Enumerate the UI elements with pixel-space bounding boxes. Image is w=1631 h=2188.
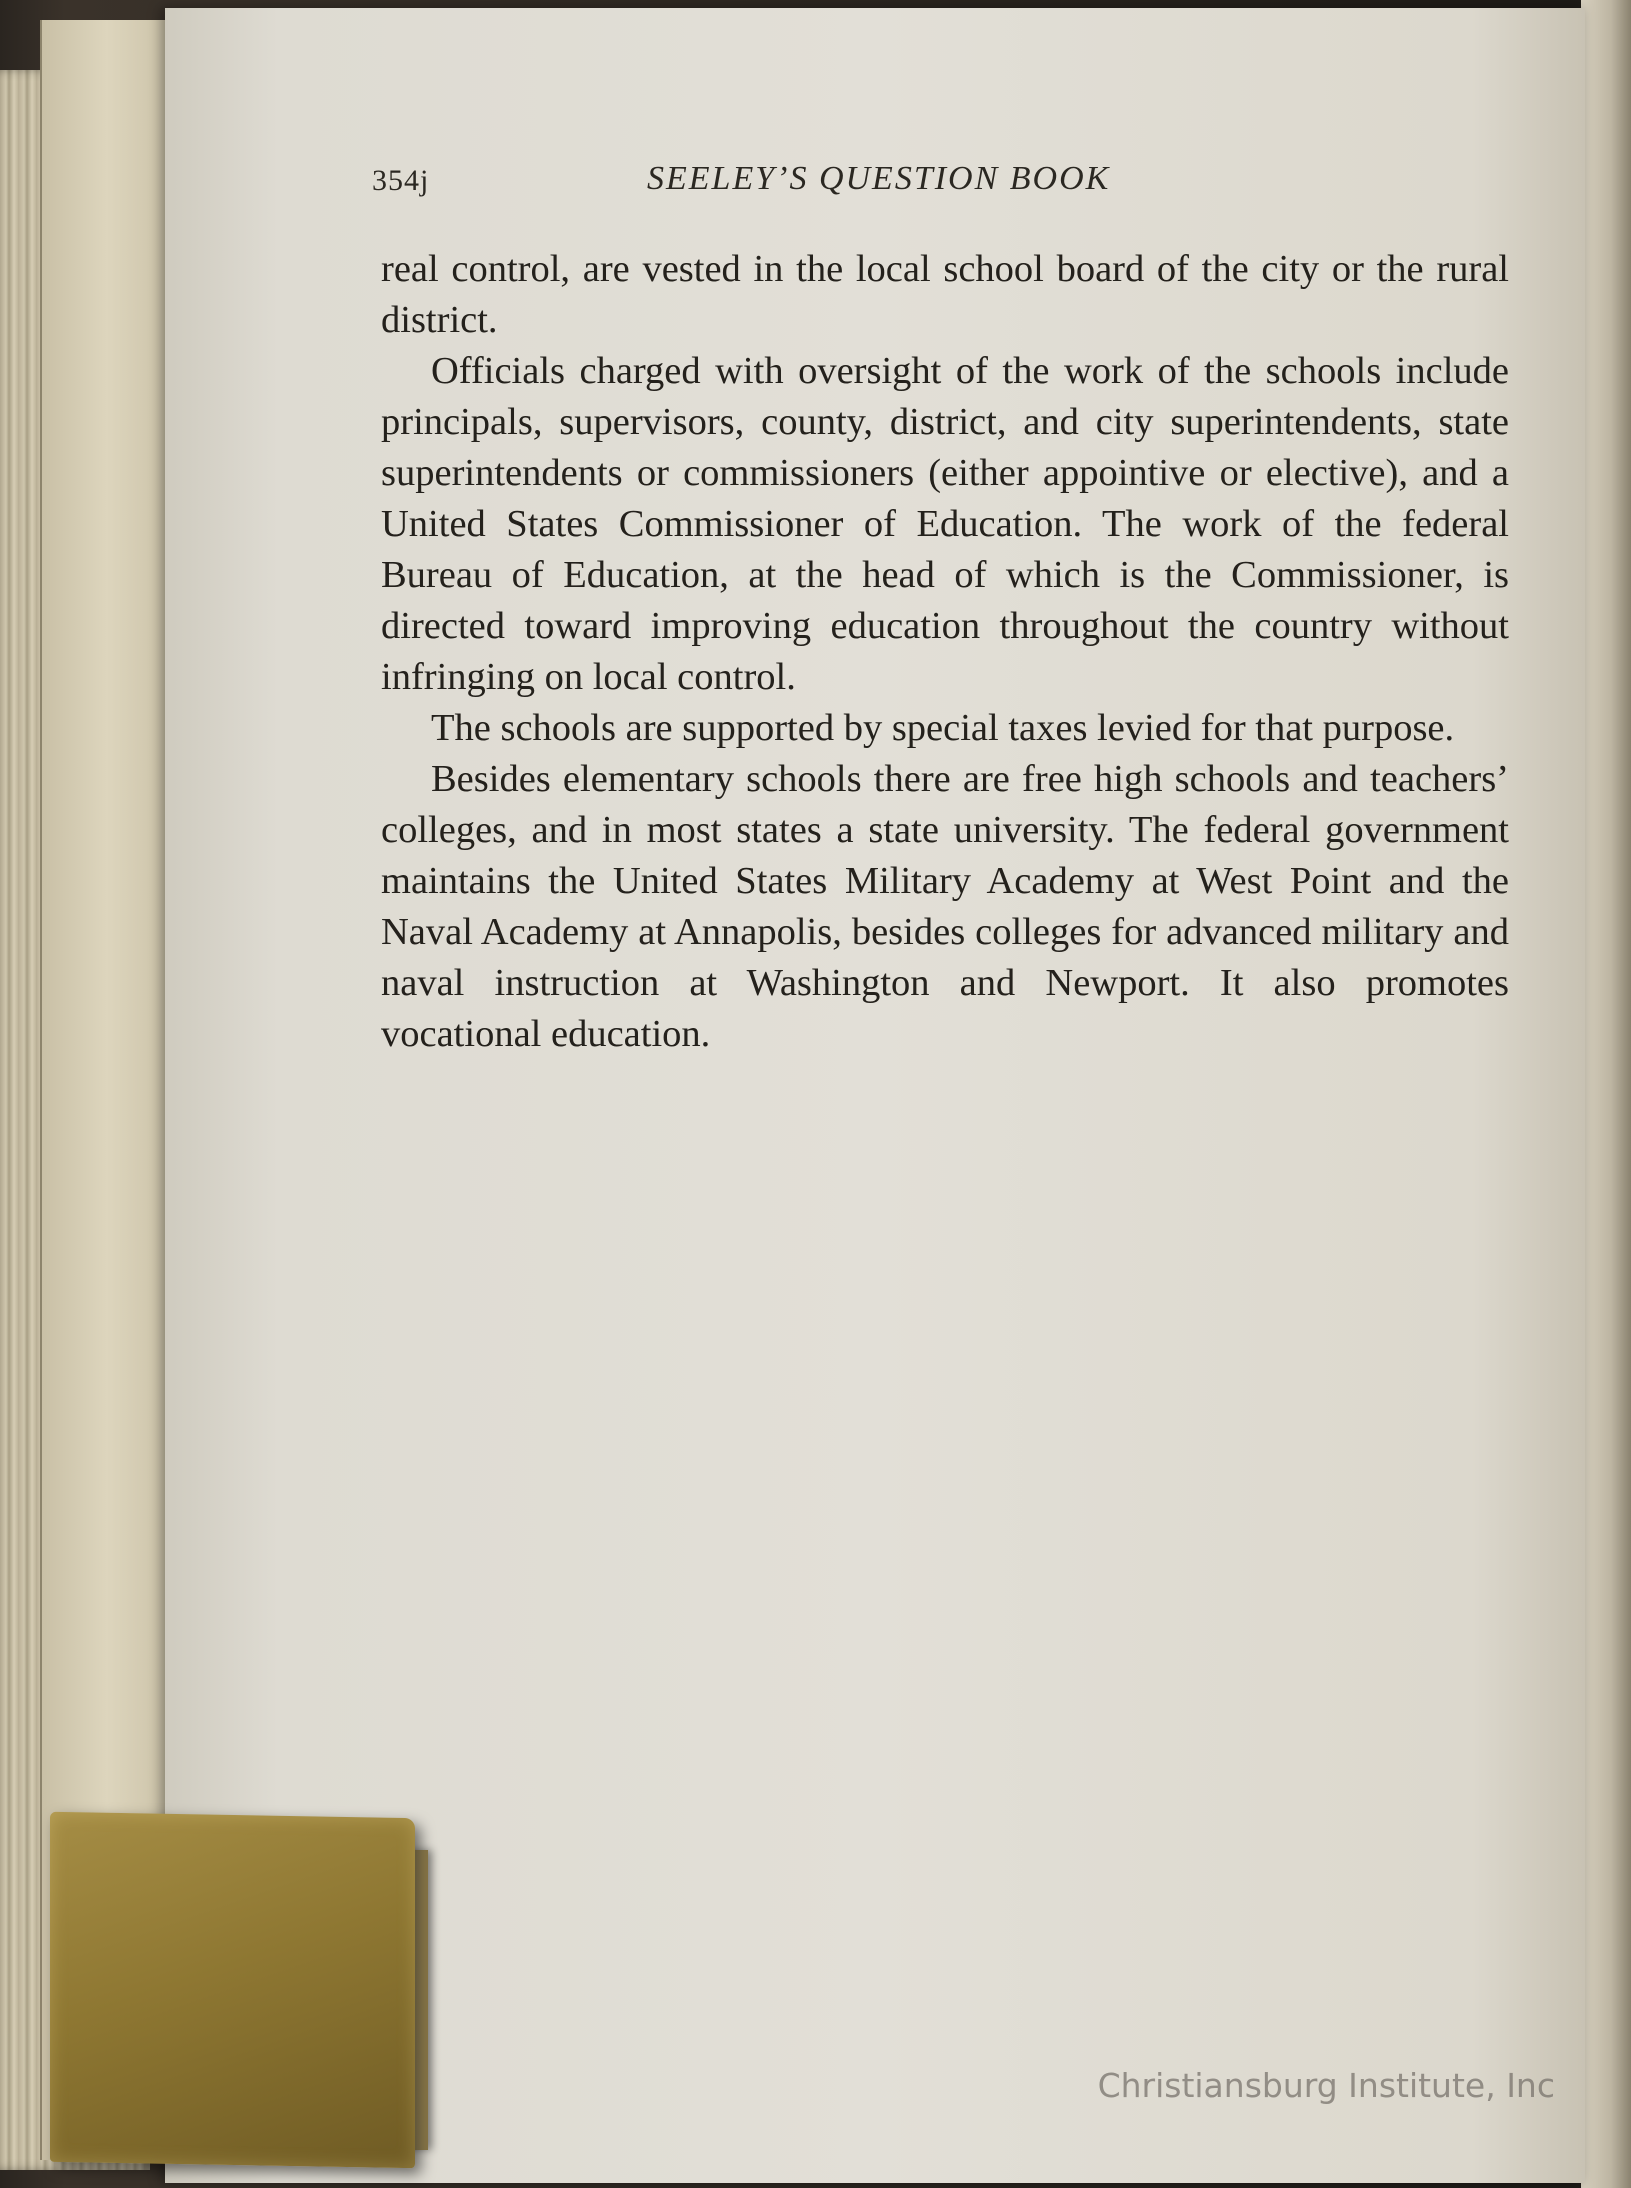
- paragraph-1: real control, are vested in the local school board of the city or the rural district.: [381, 248, 1509, 341]
- bookmark-clip: [50, 1812, 415, 2168]
- paragraph-4: Besides elementary schools there are free high schools and teachers’ colleges, and in most states a state university. The federal government maintains the United States Military Academy at West Point and the Naval Academy at Annapolis, besides colleges for advanced military and naval instruction at Washington and Newport. It also promotes vocational education.: [381, 758, 1509, 1055]
- paragraph-2: Officials charged with oversight of the work of the schools include principals, supervisors, county, district, and city superintendents, state superintendents or commissioners (either appointive or elective), and a United States Commissioner of Education. The work of the federal Bureau of Education, at the head of which is the Commissioner, is directed toward improving education throughout the country without infringing on local control.: [381, 350, 1509, 698]
- paragraph-3: The schools are supported by special taxes levied for that purpose.: [431, 707, 1455, 749]
- watermark: Christiansburg Institute, Inc: [1097, 2066, 1555, 2105]
- body-text: [381, 244, 1509, 1060]
- running-head: SEELEY’S QUESTION BOOK: [647, 160, 1111, 197]
- right-page-sliver: [1581, 0, 1631, 2188]
- page-number: 354j: [372, 164, 430, 197]
- page-header: [372, 160, 1232, 210]
